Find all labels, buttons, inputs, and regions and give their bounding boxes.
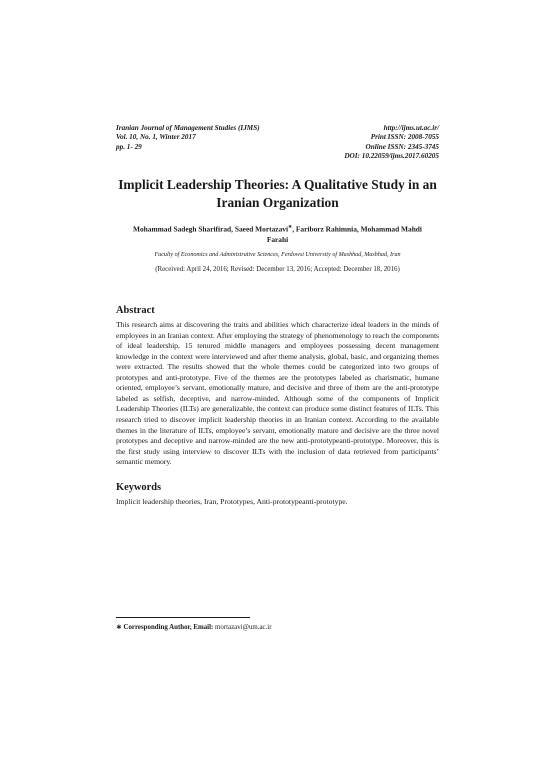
paper-title: Implicit Leadership Theories: A Qualitative Study in an Iranian Organization <box>118 176 437 210</box>
authors-after-mark: , Fariborz Rahimnia, Mohammad Mahdi Farahi <box>266 224 422 244</box>
print-issn: Print ISSN: 2008-7055 <box>370 133 439 142</box>
header-row-1 <box>116 124 439 133</box>
page-range: pp. 1- 29 <box>116 142 142 151</box>
journal-volume: Vol. 10, No. 1, Winter 2017 <box>116 133 196 142</box>
keywords-heading: Keywords <box>116 481 162 493</box>
doi: DOI: 10.22059/ijms.2017.60205 <box>344 152 439 161</box>
journal-name: Iranian Journal of Management Studies (IJMS) <box>116 124 260 132</box>
corresponding-author-mark: ∗ <box>288 224 293 230</box>
abstract-heading: Abstract <box>116 305 155 317</box>
online-issn: Online ISSN: 2345-3745 <box>365 142 439 151</box>
authors-before-mark: Mohammad Sadegh Sharifirad, Saeed Mortazavi <box>133 224 289 234</box>
author-list <box>116 223 439 245</box>
footnote-divider <box>116 617 250 618</box>
header-row-2 <box>116 133 439 142</box>
header-row-4 <box>116 152 439 161</box>
paper-first-page <box>116 124 439 507</box>
corresponding-author-footnote <box>116 623 272 632</box>
corresponding-email[interactable]: mortazavi@um.ac.ir <box>215 624 272 631</box>
abstract-body: This research aims at discovering the traits and abilities which characterize ideal leaders in the minds of employees in an Iranian context. After employing the strategy of phenomenology to reach the components of ideal leadership, 15 tenured middle managers and employees possessing decent management knowledge in the context were interviewed and after theme analysis, global, basic, and organizing themes were extracted. The results showed that the whole themes could be categorized into two groups of prototypes and anti-prototype. Five of the themes are the prototypes labeled as charismatic, humane oriented, employee’s servant, emotionally mature, and decisive and three of them are the anti-prototype labeled as selfish, deceptive, and narrow-minded. Although some of the components of Implicit Leadership Theories (ILTs) are generalizable, the context can produce some distinct features of ILTs. This research tried to discover implicit leadership theories in an Iranian context. According to the available themes in the literature of ILTs, employee’s servant, emotionally mature and decisive are the three novel prototypes and deceptive and narrow-minded are the new anti-prototypeanti-prototype. Moreover, this is the first study using interview to discover ILTs with the inclusion of data retrieved from participants’ semantic memory. <box>116 320 439 467</box>
submission-dates: (Received: April 24, 2016; Revised: December 13, 2016; Accepted: December 18, 2016) <box>155 266 400 274</box>
journal-url[interactable]: http://ijms.ut.ac.ir/ <box>383 124 439 132</box>
journal-header <box>116 124 439 162</box>
author-affiliation: Faculty of Economics and Administrative Sciences, Ferdowsi University of Mashhad, Mashhad, Iran <box>154 252 401 259</box>
header-row-3 <box>116 143 439 152</box>
footnote-mark: ∗ <box>116 624 122 631</box>
footnote-label: Corresponding Author, Email: <box>123 624 214 631</box>
keywords-body: Implicit leadership theories, Iran, Prototypes, Anti-prototypeanti-prototype. <box>116 496 348 506</box>
